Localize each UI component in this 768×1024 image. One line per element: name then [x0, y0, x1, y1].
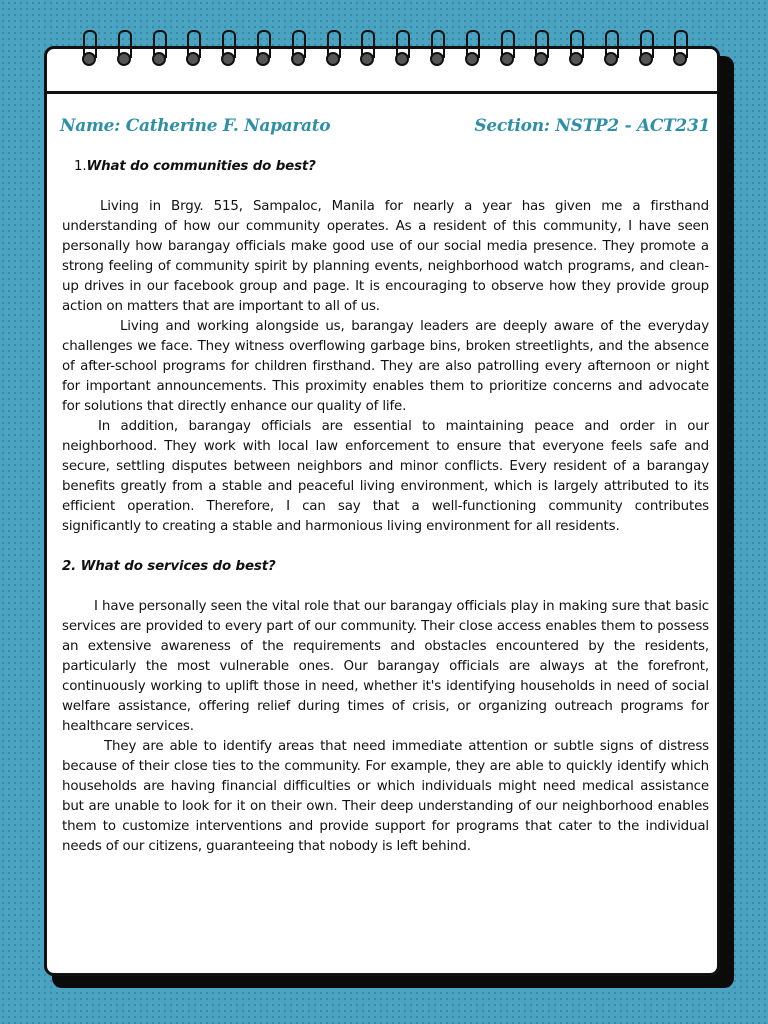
student-section: Section: NSTP2 - ACT231 — [474, 116, 710, 136]
spiral-ring-icon — [603, 30, 619, 70]
question-1-heading — [62, 157, 709, 177]
spiral-ring-icon — [255, 30, 271, 70]
spiral-ring-icon — [429, 30, 445, 70]
spiral-ring-icon — [394, 30, 410, 70]
spiral-ring-icon — [533, 30, 549, 70]
page-header-divider — [47, 91, 717, 94]
spiral-ring-icon — [290, 30, 306, 70]
spiral-ring-icon — [116, 30, 132, 70]
answer-1-paragraph-2: Living and working alongside us, barangay leaders are deeply aware of the everyday challenges we face. They witness overflowing garbage bins, broken streetlights, and the absence of after-school programs for children firsthand. They are also patrolling every afternoon or night for important announcements. This proximity enables them to prioritize concerns and advocate for solutions that directly enhance our quality of life. — [62, 319, 709, 414]
spiral-ring-icon — [464, 30, 480, 70]
spiral-ring-icon — [499, 30, 515, 70]
document-body — [62, 157, 709, 857]
spiral-ring-icon — [81, 30, 97, 70]
spiral-ring-icon — [325, 30, 341, 70]
spiral-binding — [0, 30, 768, 70]
answer-2-paragraph-1: I have personally seen the vital role that our barangay officials play in making sure that basic services are provided to every part of our community. Their close access enables them to possess an extensive awareness of the requirements and obstacles encountered by the residents, particularly the most vulnerable ones. Our barangay officials are always at the forefront, continuously working to uplift those in need, whether it's identifying households in need of social welfare assistance, offering relief during times of crisis, or organizing outreach programs for healthcare services. — [62, 599, 709, 734]
answer-1-paragraph-3: In addition, barangay officials are essential to maintaining peace and order in our neighborhood. They work with local law enforcement to ensure that everyone feels safe and secure, settling disputes between neighbors and minor conflicts. Every resident of a barangay benefits greatly from a stable and peaceful living environment, which is largely attributed to its efficient operation. Therefore, I can say that a well-functioning community contributes significantly to creating a stable and harmonious living environment for all residents. — [62, 419, 709, 534]
question-2-title: 2. What do services do best? — [62, 559, 276, 574]
spiral-ring-icon — [568, 30, 584, 70]
student-name: Name: Catherine F. Naparato — [60, 116, 331, 136]
question-1-number: 1. — [74, 159, 87, 174]
question-1-title: What do communities do best? — [86, 159, 316, 174]
spiral-ring-icon — [185, 30, 201, 70]
spiral-ring-icon — [220, 30, 236, 70]
answer-2-paragraph-2: They are able to identify areas that need immediate attention or subtle signs of distress because of their close ties to the community. For example, they are able to quickly identify which households are having financial difficulties or which individuals might need medical assistance but are unable to look for it on their own. Their deep understanding of our neighborhood enables them to customize interventions and provide support for programs that cater to the individual needs of our citizens, guaranteeing that nobody is left behind. — [62, 739, 709, 854]
document-header — [60, 116, 710, 142]
answer-1-paragraph-1: Living in Brgy. 515, Sampaloc, Manila for nearly a year has given me a firsthand understanding of how our community operates. As a resident of this community, I have seen personally how barangay officials make good use of our social media presence. They promote a strong feeling of community spirit by planning events, neighborhood watch programs, and clean-up drives in our facebook group and page. It is encouraging to observe how they provide group action on matters that are important to all of us. — [62, 199, 709, 314]
spiral-ring-icon — [672, 30, 688, 70]
spiral-ring-icon — [638, 30, 654, 70]
spiral-ring-icon — [359, 30, 375, 70]
spiral-ring-icon — [151, 30, 167, 70]
